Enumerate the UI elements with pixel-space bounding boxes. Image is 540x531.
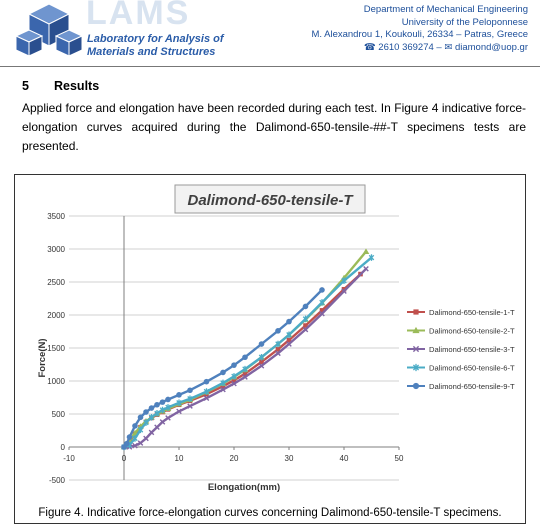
data-point <box>242 354 248 360</box>
y-tick-label: 0 <box>60 443 65 452</box>
data-point <box>286 319 292 325</box>
y-tick-label: 2500 <box>47 278 65 287</box>
y-tick-label: 3500 <box>47 212 65 221</box>
data-point <box>132 423 138 429</box>
results-paragraph: Applied force and elongation have been recorded during each test. In Figure 4 indicative force-elongation curves acquired during the Dalimond-650-tensile-##-T specimens tests are presented. <box>22 101 526 153</box>
email-address[interactable]: diamond@uop.gr <box>454 41 528 53</box>
logo-line-1: Laboratory for Analysis of <box>87 33 224 45</box>
logo-wordmark: LAMS <box>86 0 191 32</box>
data-point <box>319 287 325 293</box>
data-point <box>187 387 193 393</box>
series-line <box>124 252 366 447</box>
x-tick-label: 50 <box>394 454 404 463</box>
email-icon: ✉ <box>444 41 453 53</box>
data-point <box>176 392 182 398</box>
data-point <box>220 370 226 376</box>
data-point <box>259 341 265 347</box>
contact-separator: – <box>436 41 445 53</box>
y-tick-label: 3000 <box>47 245 65 254</box>
section-number: 5 <box>22 79 29 93</box>
chart-title: Dalimond-650-tensile-T <box>187 192 353 209</box>
y-axis-title: Force(N) <box>37 338 48 378</box>
data-point <box>138 415 144 421</box>
series-4-group <box>122 254 374 450</box>
x-tick-label: 30 <box>284 454 294 463</box>
x-tick-label: 40 <box>339 454 349 463</box>
dept-line-3: M. Alexandrou 1, Koukouli, 26334 – Patras, Greece <box>311 29 528 41</box>
logo-line-2: Materials and Structures <box>87 46 216 58</box>
data-point <box>275 328 281 334</box>
x-tick-label: 20 <box>229 454 239 463</box>
page-header <box>0 0 540 67</box>
data-point <box>124 441 130 447</box>
section-heading <box>22 79 99 93</box>
y-tick-label: 2000 <box>47 311 65 320</box>
dept-line-1: Department of Mechanical Engineering <box>363 4 528 15</box>
phone-number: 2610 369274 <box>378 41 434 53</box>
x-tick-label: 10 <box>174 454 184 463</box>
legend-label: Dalimond-650-tensile-6-T <box>429 363 515 373</box>
legend-label: Dalimond-650-tensile-9-T <box>429 382 515 391</box>
series-5-group <box>121 287 325 450</box>
data-point <box>204 379 210 385</box>
x-axis-title: Elongation(mm) <box>207 482 281 493</box>
y-tick-label: 1500 <box>47 344 65 353</box>
force-elongation-chart <box>15 175 525 505</box>
data-point <box>133 435 138 442</box>
data-point <box>127 434 133 440</box>
contact-line <box>311 42 528 55</box>
figure-frame <box>14 174 526 524</box>
data-point <box>303 304 309 310</box>
dept-line-2: University of the Peloponnese <box>401 16 528 28</box>
legend-marker <box>413 383 419 389</box>
legend-label: Dalimond-650-tensile-2-T <box>429 326 515 336</box>
section-title: Results <box>54 79 100 93</box>
legend-marker <box>413 309 418 314</box>
legend-label: Dalimond-650-tensile-3-T <box>429 345 515 354</box>
department-address <box>311 4 528 54</box>
y-tick-label: 1000 <box>47 377 65 386</box>
data-point <box>154 402 160 408</box>
lams-logo-cubes-icon <box>14 2 84 62</box>
series-2-group <box>121 248 370 449</box>
phone-icon: ☎ <box>363 41 376 53</box>
y-tick-label: -500 <box>48 476 65 485</box>
data-point <box>160 399 166 405</box>
data-point <box>231 362 237 368</box>
y-tick-label: 500 <box>51 410 65 419</box>
series-line <box>124 290 322 447</box>
data-point <box>165 397 171 403</box>
legend-label: Dalimond-650-tensile-1-T <box>429 308 515 317</box>
data-point <box>143 409 149 415</box>
x-tick-label: -10 <box>63 454 75 463</box>
x-tick-label: 0 <box>121 454 127 463</box>
figure-caption: Figure 4. Indicative force-elongation curves concerning Dalimond-650-tensile-T specimens. <box>38 507 502 519</box>
series-line <box>124 258 372 447</box>
data-point <box>149 405 155 411</box>
